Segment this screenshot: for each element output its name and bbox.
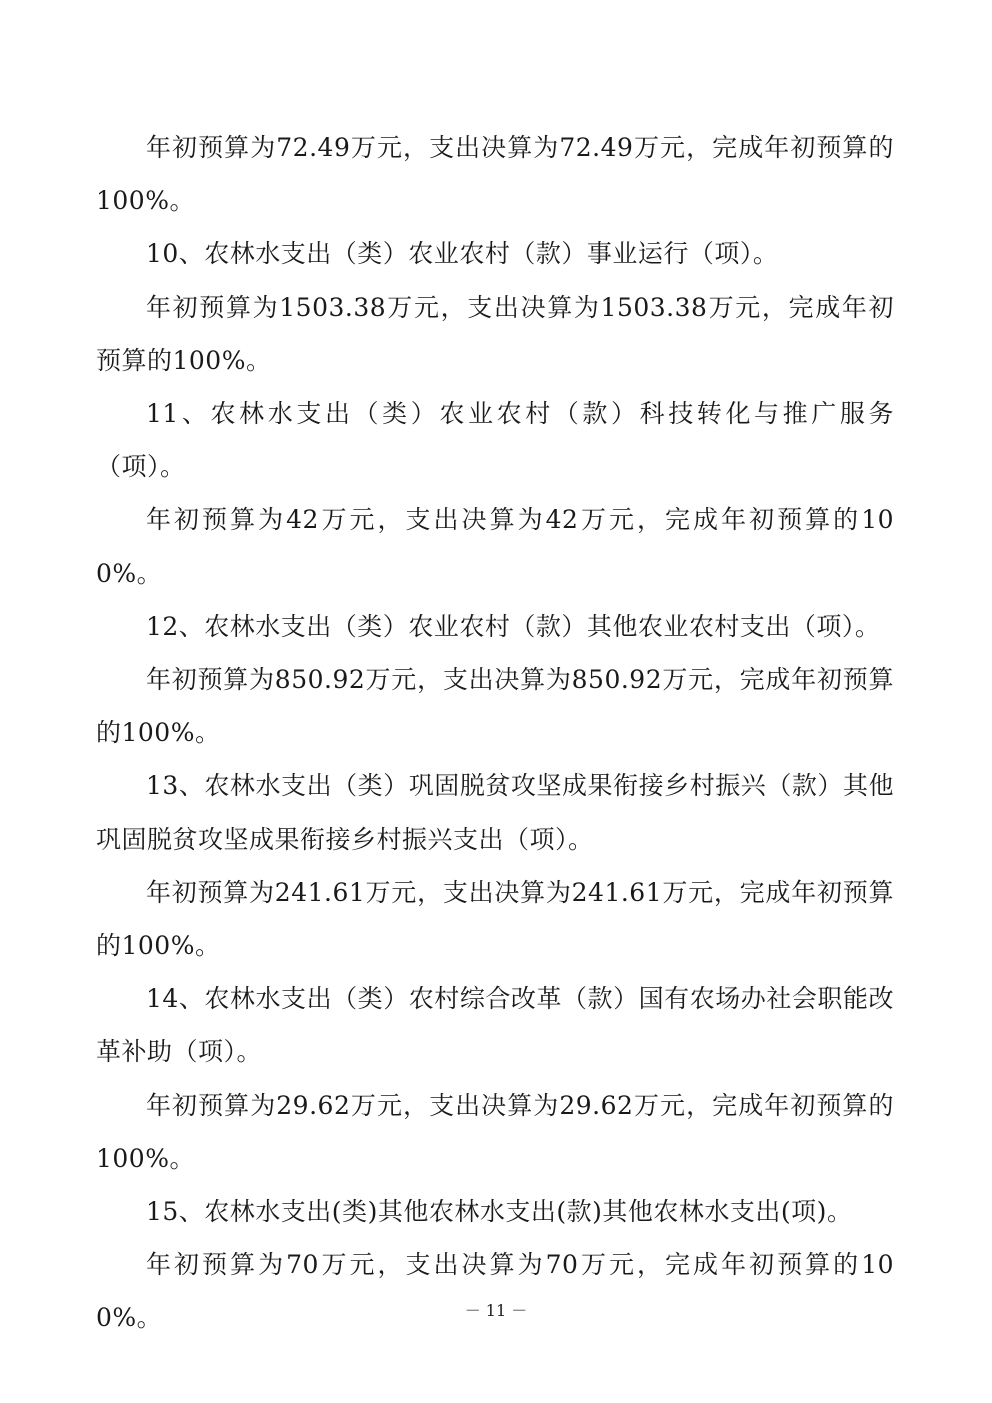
paragraph-budget-15: 年初预算为70万元，支出决算为70万元，完成年初预算的100%。 (96, 1250, 894, 1333)
paragraph-heading-12: 12、农林水支出（类）农业农村（款）其他农业农村支出（项）。 (146, 611, 881, 641)
paragraph-budget-10: 年初预算为1503.38万元，支出决算为1503.38万元，完成年初预算的100%。 (96, 292, 894, 375)
paragraph-budget-11: 年初预算为42万元，支出决算为42万元，完成年初预算的100%。 (96, 505, 894, 588)
paragraph-heading-14: 14、农林水支出（类）农村综合改革（款）国有农场办社会职能改革补助（项）。 (96, 984, 894, 1067)
paragraph-heading-10: 10、农林水支出（类）农业农村（款）事业运行（项）。 (146, 239, 779, 269)
paragraph-budget-12: 年初预算为850.92万元，支出决算为850.92万元，完成年初预算的100%。 (96, 665, 894, 748)
paragraph-budget-14: 年初预算为29.62万元，支出决算为29.62万元，完成年初预算的100%。 (96, 1090, 894, 1173)
paragraph-heading-13: 13、农林水支出（类）巩固脱贫攻坚成果衔接乡村振兴（款）其他巩固脱贫攻坚成果衔接乡村振兴支出（项）。 (96, 771, 894, 854)
paragraph-heading-11: 11、农林水支出（类）农业农村（款）科技转化与推广服务（项）。 (96, 399, 894, 482)
paragraph-budget-1: 年初预算为72.49万元，支出决算为72.49万元，完成年初预算的100%。 (96, 133, 894, 216)
page-number: － 11 － (464, 1301, 528, 1320)
paragraph-heading-15: 15、农林水支出(类)其他农林水支出(款)其他农林水支出(项)。 (146, 1197, 853, 1227)
paragraph-budget-13: 年初预算为241.61万元，支出决算为241.61万元，完成年初预算的100%。 (96, 877, 894, 961)
document-body (96, 121, 894, 1345)
